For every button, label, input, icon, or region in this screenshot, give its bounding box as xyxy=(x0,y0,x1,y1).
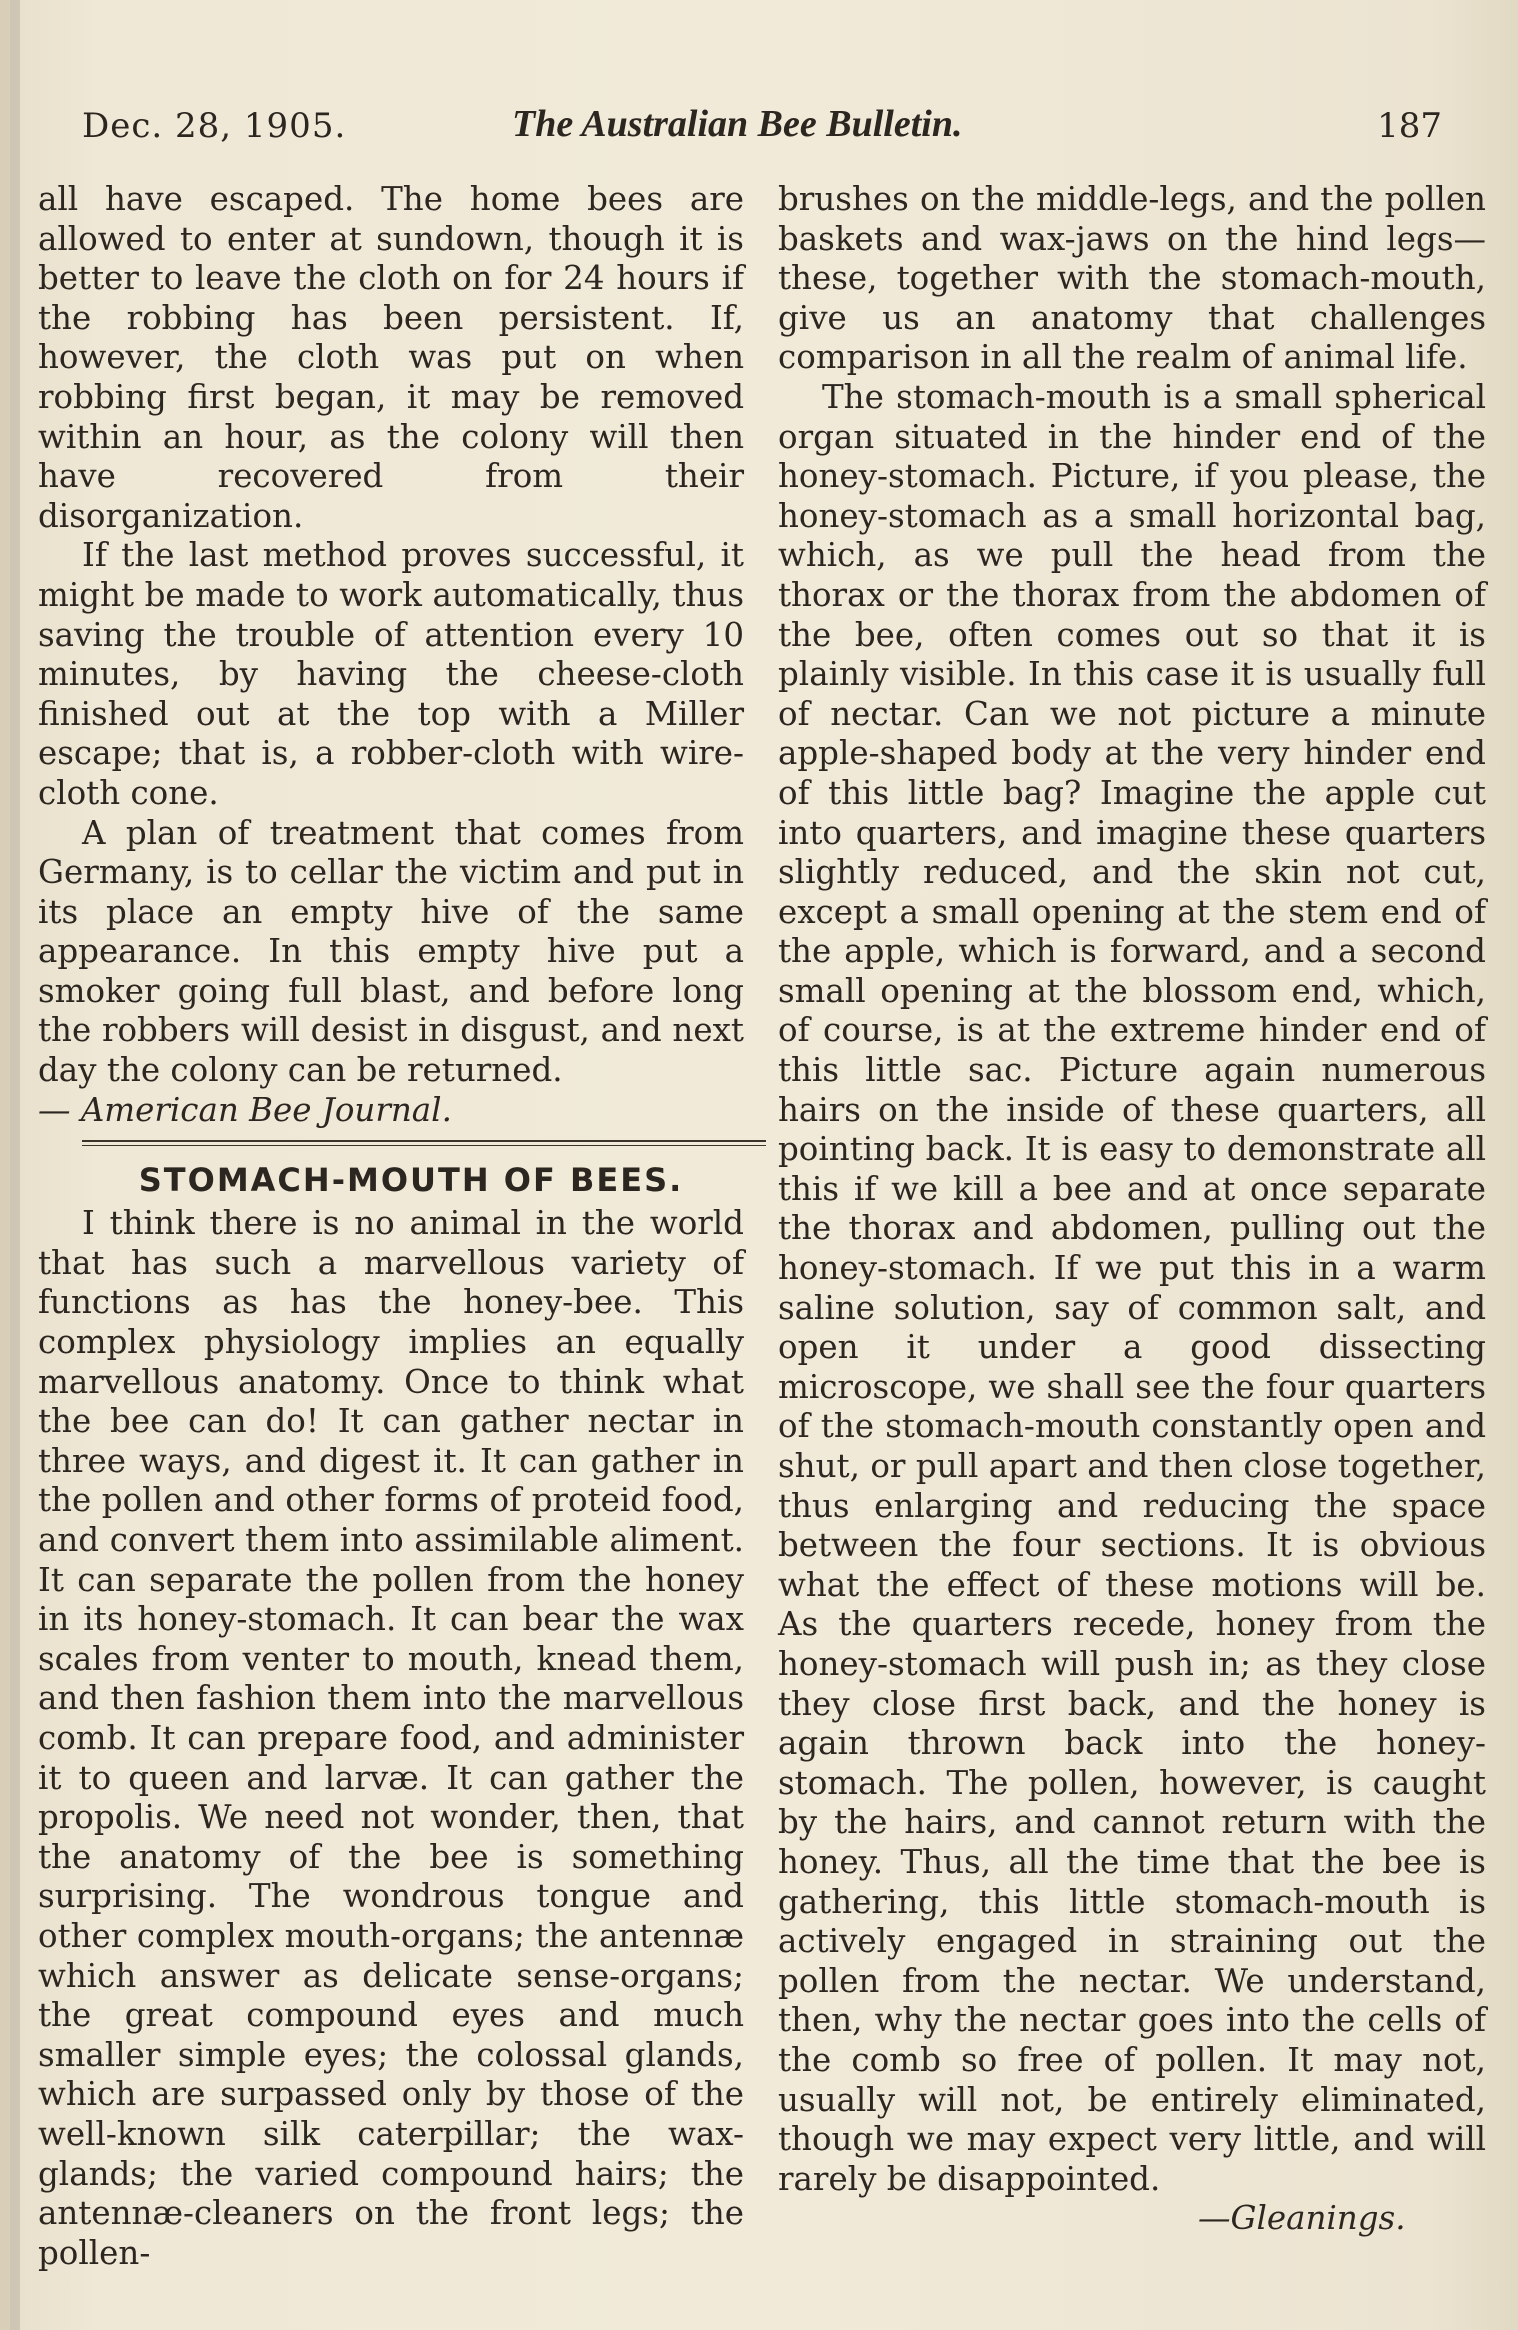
newspaper-page xyxy=(10,0,1518,2330)
attribution: —Gleanings. xyxy=(1198,2199,1406,2238)
paragraph: I think there is no animal in the world that has such a marvellous variety of functions as has the honey-bee. This complex physiology implies an equally marvellous anatomy. Once to think what the bee can do! It can gather nectar in three ways, and digest it. It can gather in the pollen and other forms of proteid food, and convert them into assimilable aliment. It can separate the pollen from the honey in its honey-stomach. It can bear the wax scales from venter to mouth, knead them, and then fashion them into the marvellous comb. It can prepare food, and administer it to queen and larvæ. It can gather the propolis. We need not wonder, then, that the anatomy of the bee is something surprising. The wondrous tongue and other complex mouth-organs; the antennæ which answer as delicate sense-organs; the great compound eyes and much smaller simple eyes; the colossal glands, which are surpassed only by those of the well-known silk caterpillar; the wax-glands; the varied compound hairs; the antennæ-cleaners on the front legs; the pollen- xyxy=(38,1204,744,2272)
paragraph: The stomach-mouth is a small spherical organ situated in the hinder end of the honey-stomach. Picture, if you please, the honey-stomach as a small horizontal bag, which, as we pull the head from the thorax or the thorax from the abdomen of the bee, often comes out so that it is plainly visible. In this case it is usually full of nectar. Can we not picture a minute apple-shaped body at the very hinder end of this little bag? Imagine the apple cut into quarters, and imagine these quarters slightly reduced, and the skin not cut, except a small opening at the stem end of the apple, which is forward, and a second small opening at the blossom end, which, of course, is at the extreme hinder end of this little sac. Picture again numerous hairs on the inside of these quarters, all pointing back. It is easy to demonstrate all this if we kill a bee and at once separate the thorax and abdomen, pulling out the honey-stomach. If we put this in a warm saline solution, say of common salt, and open it under a good dissecting microscope, we shall see the four quarters of the stomach-mouth constantly open and shut, or pull apart and then close together, thus enlarging and reducing the space between the four sections. It is obvious what the effect of these motions will be. As the quarters recede, honey from the honey-stomach will push in; as they close they close first back, and the honey is again thrown back into the honey-stomach. The pollen, however, is caught by the hairs, and cannot return with the honey. Thus, all the time that the bee is gathering, this little stomach-mouth is actively engaged in straining out the pollen from the nectar. We understand, then, why the nectar goes into the cells of the comb so free of pollen. It may not, usually will not, be entirely eliminated, though we may expect very little, and will rarely be disappointed. xyxy=(778,377,1486,2198)
page-header xyxy=(82,100,1462,160)
left-column xyxy=(38,180,744,2273)
paragraph: If the last method proves successful, it might be made to work automatically, thus saving the trouble of attention every 10 minutes, by having the cheese-cloth finished out at the top with a Miller escape; that is, a robber-cloth with wire-cloth cone. xyxy=(38,536,744,812)
attribution: — American Bee Journal. xyxy=(38,1090,452,1129)
publication-title: The Australian Bee Bulletin. xyxy=(512,103,963,145)
paragraph: A plan of treatment that comes from Germany, is to cellar the victim and put in its place an empty hive of the same appearance. In this empty hive put a smoker going full blast, and before long the robbers will desist in disgust, and next day the colony can be returned. xyxy=(38,813,744,1090)
paragraph: brushes on the middle-legs, and the pollen baskets and wax-jaws on the hind legs—these, together with the stomach-mouth, give us an anatomy that challenges comparison in all the realm of animal life. xyxy=(778,180,1486,377)
page-number: 187 xyxy=(1377,106,1442,146)
page-spine-shadow xyxy=(10,0,20,2330)
section-divider xyxy=(82,1140,766,1146)
paragraph: all have escaped. The home bees are allowed to enter at sundown, though it is better to leave the cloth on for 24 hours if the robbing has been persistent. If, however, the cloth was put on when robbing first began, it may be removed within an hour, as the colony will then have recovered from their disorganization. xyxy=(38,180,744,535)
issue-date: Dec. 28, 1905. xyxy=(82,106,347,146)
article-title: STOMACH-MOUTH OF BEES. xyxy=(138,1161,684,1200)
right-column xyxy=(778,180,1486,2239)
